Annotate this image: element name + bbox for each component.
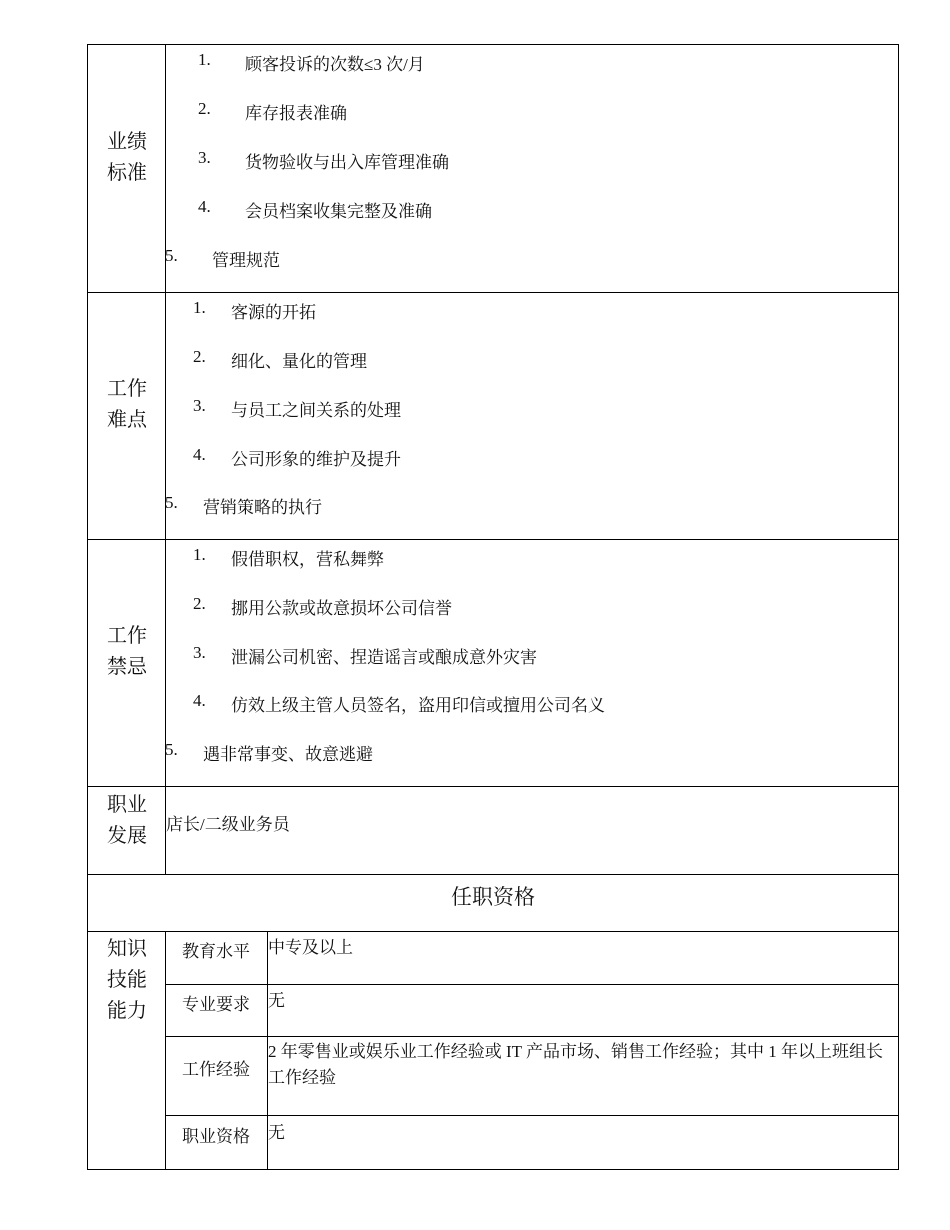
- item-text: 与员工之间关系的处理: [231, 401, 401, 420]
- list-item: [193, 545, 384, 569]
- list-item: [198, 197, 432, 221]
- item-text: 客源的开拓: [231, 303, 316, 322]
- item-number: 5.: [165, 246, 178, 265]
- experience-label: 工作经验: [182, 1060, 250, 1079]
- certification-value: 无: [268, 1123, 285, 1142]
- item-number: 4.: [198, 197, 211, 216]
- row-divider: [165, 984, 898, 985]
- education-value: 中专及以上: [268, 938, 353, 957]
- item-number: 1.: [193, 298, 206, 317]
- item-text: 管理规范: [212, 251, 280, 270]
- item-text: 库存报表准确: [245, 104, 347, 123]
- item-text: 公司形象的维护及提升: [231, 450, 401, 469]
- experience-value: 2 年零售业或娱乐业工作经验或 IT 产品市场、销售工作经验；其中 1 年以上班组长工作经验: [268, 1042, 883, 1087]
- row-divider: [88, 931, 898, 932]
- career-value: 店长/二级业务员: [166, 815, 290, 834]
- list-item: [193, 594, 452, 618]
- row-divider: [165, 1115, 898, 1116]
- item-text: 泄漏公司机密、捏造谣言或酿成意外灾害: [231, 648, 537, 667]
- item-text: 假借职权，营私舞弊: [231, 550, 384, 569]
- list-item: [198, 50, 425, 74]
- item-text: 货物验收与出入库管理准确: [245, 153, 449, 172]
- item-number: 4.: [193, 445, 206, 464]
- item-number: 2.: [198, 99, 211, 118]
- list-item: [165, 246, 280, 270]
- performance-label: 业绩标准: [107, 131, 147, 184]
- list-item: [193, 691, 605, 715]
- education-label: 教育水平: [182, 942, 250, 961]
- row-divider: [88, 539, 898, 540]
- list-item: [193, 347, 367, 371]
- taboos-label: 工作禁忌: [107, 625, 147, 678]
- row-divider: [88, 786, 898, 787]
- item-number: 2.: [193, 347, 206, 366]
- list-item: [198, 148, 449, 172]
- difficulties-label: 工作难点: [107, 378, 147, 431]
- major-label: 专业要求: [182, 995, 250, 1014]
- item-text: 仿效上级主管人员签名，盗用印信或擅用公司名义: [231, 696, 605, 715]
- item-number: 4.: [193, 691, 206, 710]
- list-item: [193, 396, 401, 420]
- item-number: 2.: [193, 594, 206, 613]
- certification-label: 职业资格: [182, 1127, 250, 1146]
- major-value: 无: [268, 991, 285, 1010]
- item-number: 1.: [198, 50, 211, 69]
- list-item: [165, 740, 373, 764]
- list-item: [193, 445, 401, 469]
- item-number: 3.: [198, 148, 211, 167]
- row-divider: [88, 874, 898, 875]
- qualifications-label: 知识技能能力: [107, 938, 147, 1022]
- list-item: [165, 493, 322, 517]
- item-number: 3.: [193, 643, 206, 662]
- item-number: 5.: [165, 493, 178, 512]
- item-text: 遇非常事变、故意逃避: [203, 745, 373, 764]
- list-item: [198, 99, 347, 123]
- row-divider: [165, 1036, 898, 1037]
- career-label: 职业发展: [107, 794, 147, 847]
- item-number: 1.: [193, 545, 206, 564]
- list-item: [193, 298, 316, 322]
- item-text: 营销策略的执行: [203, 498, 322, 517]
- list-item: [193, 643, 537, 667]
- item-number: 3.: [193, 396, 206, 415]
- item-text: 细化、量化的管理: [231, 352, 367, 371]
- item-text: 顾客投诉的次数≤3 次/月: [245, 55, 425, 74]
- item-text: 挪用公款或故意损坏公司信誉: [231, 599, 452, 618]
- row-divider: [88, 292, 898, 293]
- item-text: 会员档案收集完整及准确: [245, 202, 432, 221]
- section-title: 任职资格: [451, 885, 535, 909]
- item-number: 5.: [165, 740, 178, 759]
